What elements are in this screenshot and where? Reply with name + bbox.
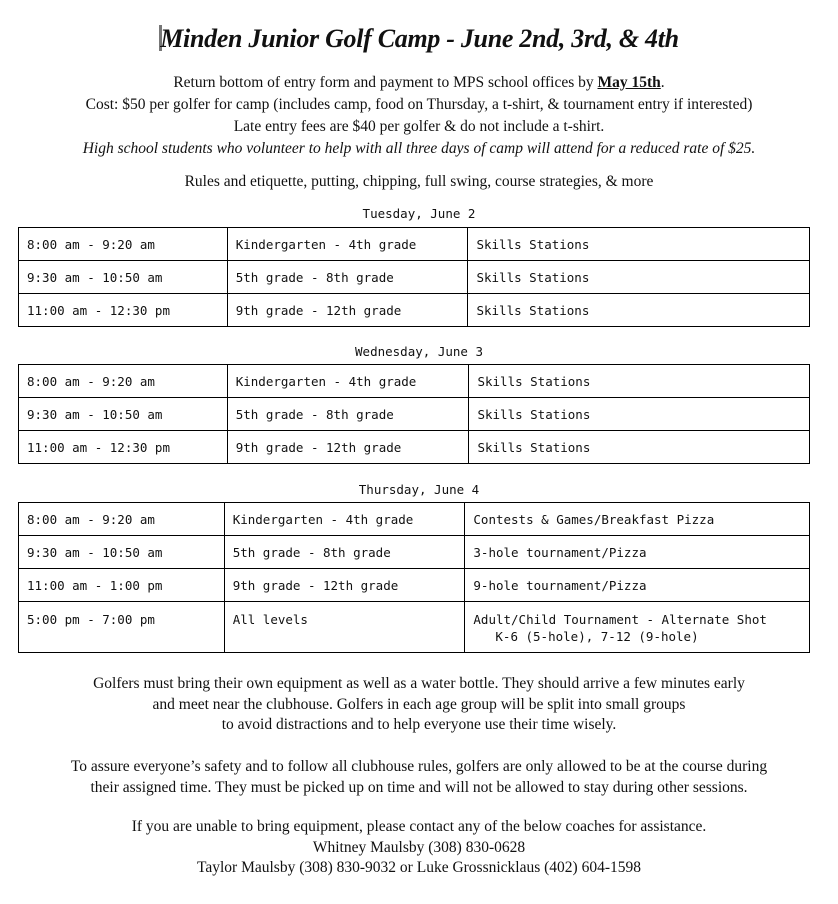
grade-level: 5th grade - 8th grade <box>235 269 394 285</box>
grade-level: 9th grade - 12th grade <box>232 577 399 593</box>
session-time-cell <box>19 503 225 536</box>
session-time: 9:30 am - 10:50 am <box>27 406 163 422</box>
activity: 3-hole tournament/Pizza <box>473 544 647 560</box>
grade-level: Kindergarten - 4th grade <box>235 373 417 389</box>
session-time: 8:00 am - 9:20 am <box>27 236 155 252</box>
paragraph-line: To assure everyone’s safety and to follow all clubhouse rules, golfers are only allowed to be at the course during <box>70 758 768 775</box>
schedule-table <box>18 227 810 327</box>
intro-line-volunteer: High school students who volunteer to help with all three days of camp will attend for a reduced rate of $25. <box>82 140 756 157</box>
activity: Skills Stations <box>476 236 590 252</box>
paragraph-line: to avoid distractions and to help everyone use their time wisely. <box>221 716 617 733</box>
contact-paragraph <box>0 817 838 879</box>
intro-line-cost: Cost: $50 per golfer for camp (includes camp, food on Thursday, a t-shirt, & tournament entry if interested) <box>85 96 753 113</box>
activity-cell <box>469 365 810 398</box>
session-time-cell <box>19 398 228 431</box>
grade-level-cell <box>224 536 465 569</box>
table-row <box>19 431 810 464</box>
grade-level-cell <box>224 569 465 602</box>
table-row <box>19 365 810 398</box>
session-time-cell <box>19 294 228 327</box>
activity: Skills Stations <box>476 302 590 318</box>
grade-level: 9th grade - 12th grade <box>235 302 402 318</box>
session-time-cell <box>19 365 228 398</box>
activity-cell <box>465 602 810 653</box>
table-row <box>19 569 810 602</box>
paragraph-line: Golfers must bring their own equipment as well as a water bottle. They should arrive a few minutes early <box>93 675 745 692</box>
grade-level: 9th grade - 12th grade <box>235 439 402 455</box>
activity-cell <box>468 261 810 294</box>
day-heading: Tuesday, June 2 <box>362 206 476 221</box>
day-heading: Thursday, June 4 <box>358 482 480 497</box>
grade-level: Kindergarten - 4th grade <box>235 236 417 252</box>
activity: Skills Stations <box>477 439 591 455</box>
session-time-cell <box>19 228 228 261</box>
paragraph-line: and meet near the clubhouse. Golfers in each age group will be split into small groups <box>152 695 686 713</box>
grade-level-cell <box>227 398 469 431</box>
safety-paragraph <box>0 757 838 798</box>
table-row <box>19 294 810 327</box>
document-title: Minden Junior Golf Camp - June 2nd, 3rd, & 4th <box>160 24 679 53</box>
activity-cell <box>465 503 810 536</box>
paragraph-line: Taylor Maulsby (308) 830-9032 or Luke Grossnicklaus (402) 604-1598 <box>196 859 642 876</box>
grade-level-cell <box>224 503 465 536</box>
table-row <box>19 602 810 653</box>
activity: Adult/Child Tournament - Alternate Shot <box>473 612 767 627</box>
session-time: 8:00 am - 9:20 am <box>27 511 155 527</box>
activity-cell <box>468 228 810 261</box>
paragraph-line: If you are unable to bring equipment, please contact any of the below coaches for assistance. <box>131 818 707 835</box>
deadline: May 15th <box>597 74 661 91</box>
activity: Skills Stations <box>477 373 591 389</box>
intro-line-deadline: Return bottom of entry form and payment to MPS school offices by May 15th. <box>173 74 665 91</box>
session-time-cell <box>19 431 228 464</box>
grade-level: 5th grade - 8th grade <box>232 544 391 560</box>
grade-level: Kindergarten - 4th grade <box>232 511 414 527</box>
equipment-paragraph <box>0 674 838 736</box>
grade-level-cell <box>227 294 468 327</box>
session-time: 8:00 am - 9:20 am <box>27 373 155 389</box>
table-row <box>19 398 810 431</box>
grade-level-cell <box>227 365 469 398</box>
grade-level: All levels <box>232 612 308 627</box>
table-row <box>19 503 810 536</box>
paragraph-line: their assigned time. They must be picked up on time and will not be allowed to stay during other sessions. <box>90 778 748 796</box>
session-time-cell <box>19 602 225 653</box>
session-time-cell <box>19 261 228 294</box>
activity: 9-hole tournament/Pizza <box>473 577 647 593</box>
table-row <box>19 261 810 294</box>
activity-cell <box>468 294 810 327</box>
session-time: 9:30 am - 10:50 am <box>27 269 163 285</box>
activity-cell <box>469 398 810 431</box>
paragraph-line: Whitney Maulsby (308) 830-0628 <box>312 838 526 856</box>
intro-line-late: Late entry fees are $40 per golfer & do not include a t-shirt. <box>233 118 605 135</box>
schedule-table <box>18 502 810 653</box>
session-time: 11:00 am - 12:30 pm <box>27 439 170 455</box>
session-time: 9:30 am - 10:50 am <box>27 544 163 560</box>
grade-level-cell <box>227 228 468 261</box>
intro-block <box>0 72 838 160</box>
session-time-cell <box>19 569 225 602</box>
grade-level-cell <box>224 602 465 653</box>
grade-level: 5th grade - 8th grade <box>235 406 394 422</box>
grade-level-cell <box>227 431 469 464</box>
table-row <box>19 536 810 569</box>
activity: Skills Stations <box>476 269 590 285</box>
schedule-table <box>18 364 810 464</box>
activity: Skills Stations <box>477 406 591 422</box>
activity-cell <box>465 536 810 569</box>
session-time: 11:00 am - 1:00 pm <box>27 577 163 593</box>
activity: Contests & Games/Breakfast Pizza <box>473 511 715 527</box>
day-heading: Wednesday, June 3 <box>355 344 483 359</box>
session-time-cell <box>19 536 225 569</box>
session-time: 11:00 am - 12:30 pm <box>27 302 170 318</box>
table-row <box>19 228 810 261</box>
grade-level-cell <box>227 261 468 294</box>
activity-detail: K-6 (5-hole), 7-12 (9-hole) <box>495 629 699 644</box>
session-time: 5:00 pm - 7:00 pm <box>27 612 155 627</box>
activity-cell <box>465 569 810 602</box>
rules-line: Rules and etiquette, putting, chipping, full swing, course strategies, & more <box>184 173 654 190</box>
activity-cell <box>469 431 810 464</box>
